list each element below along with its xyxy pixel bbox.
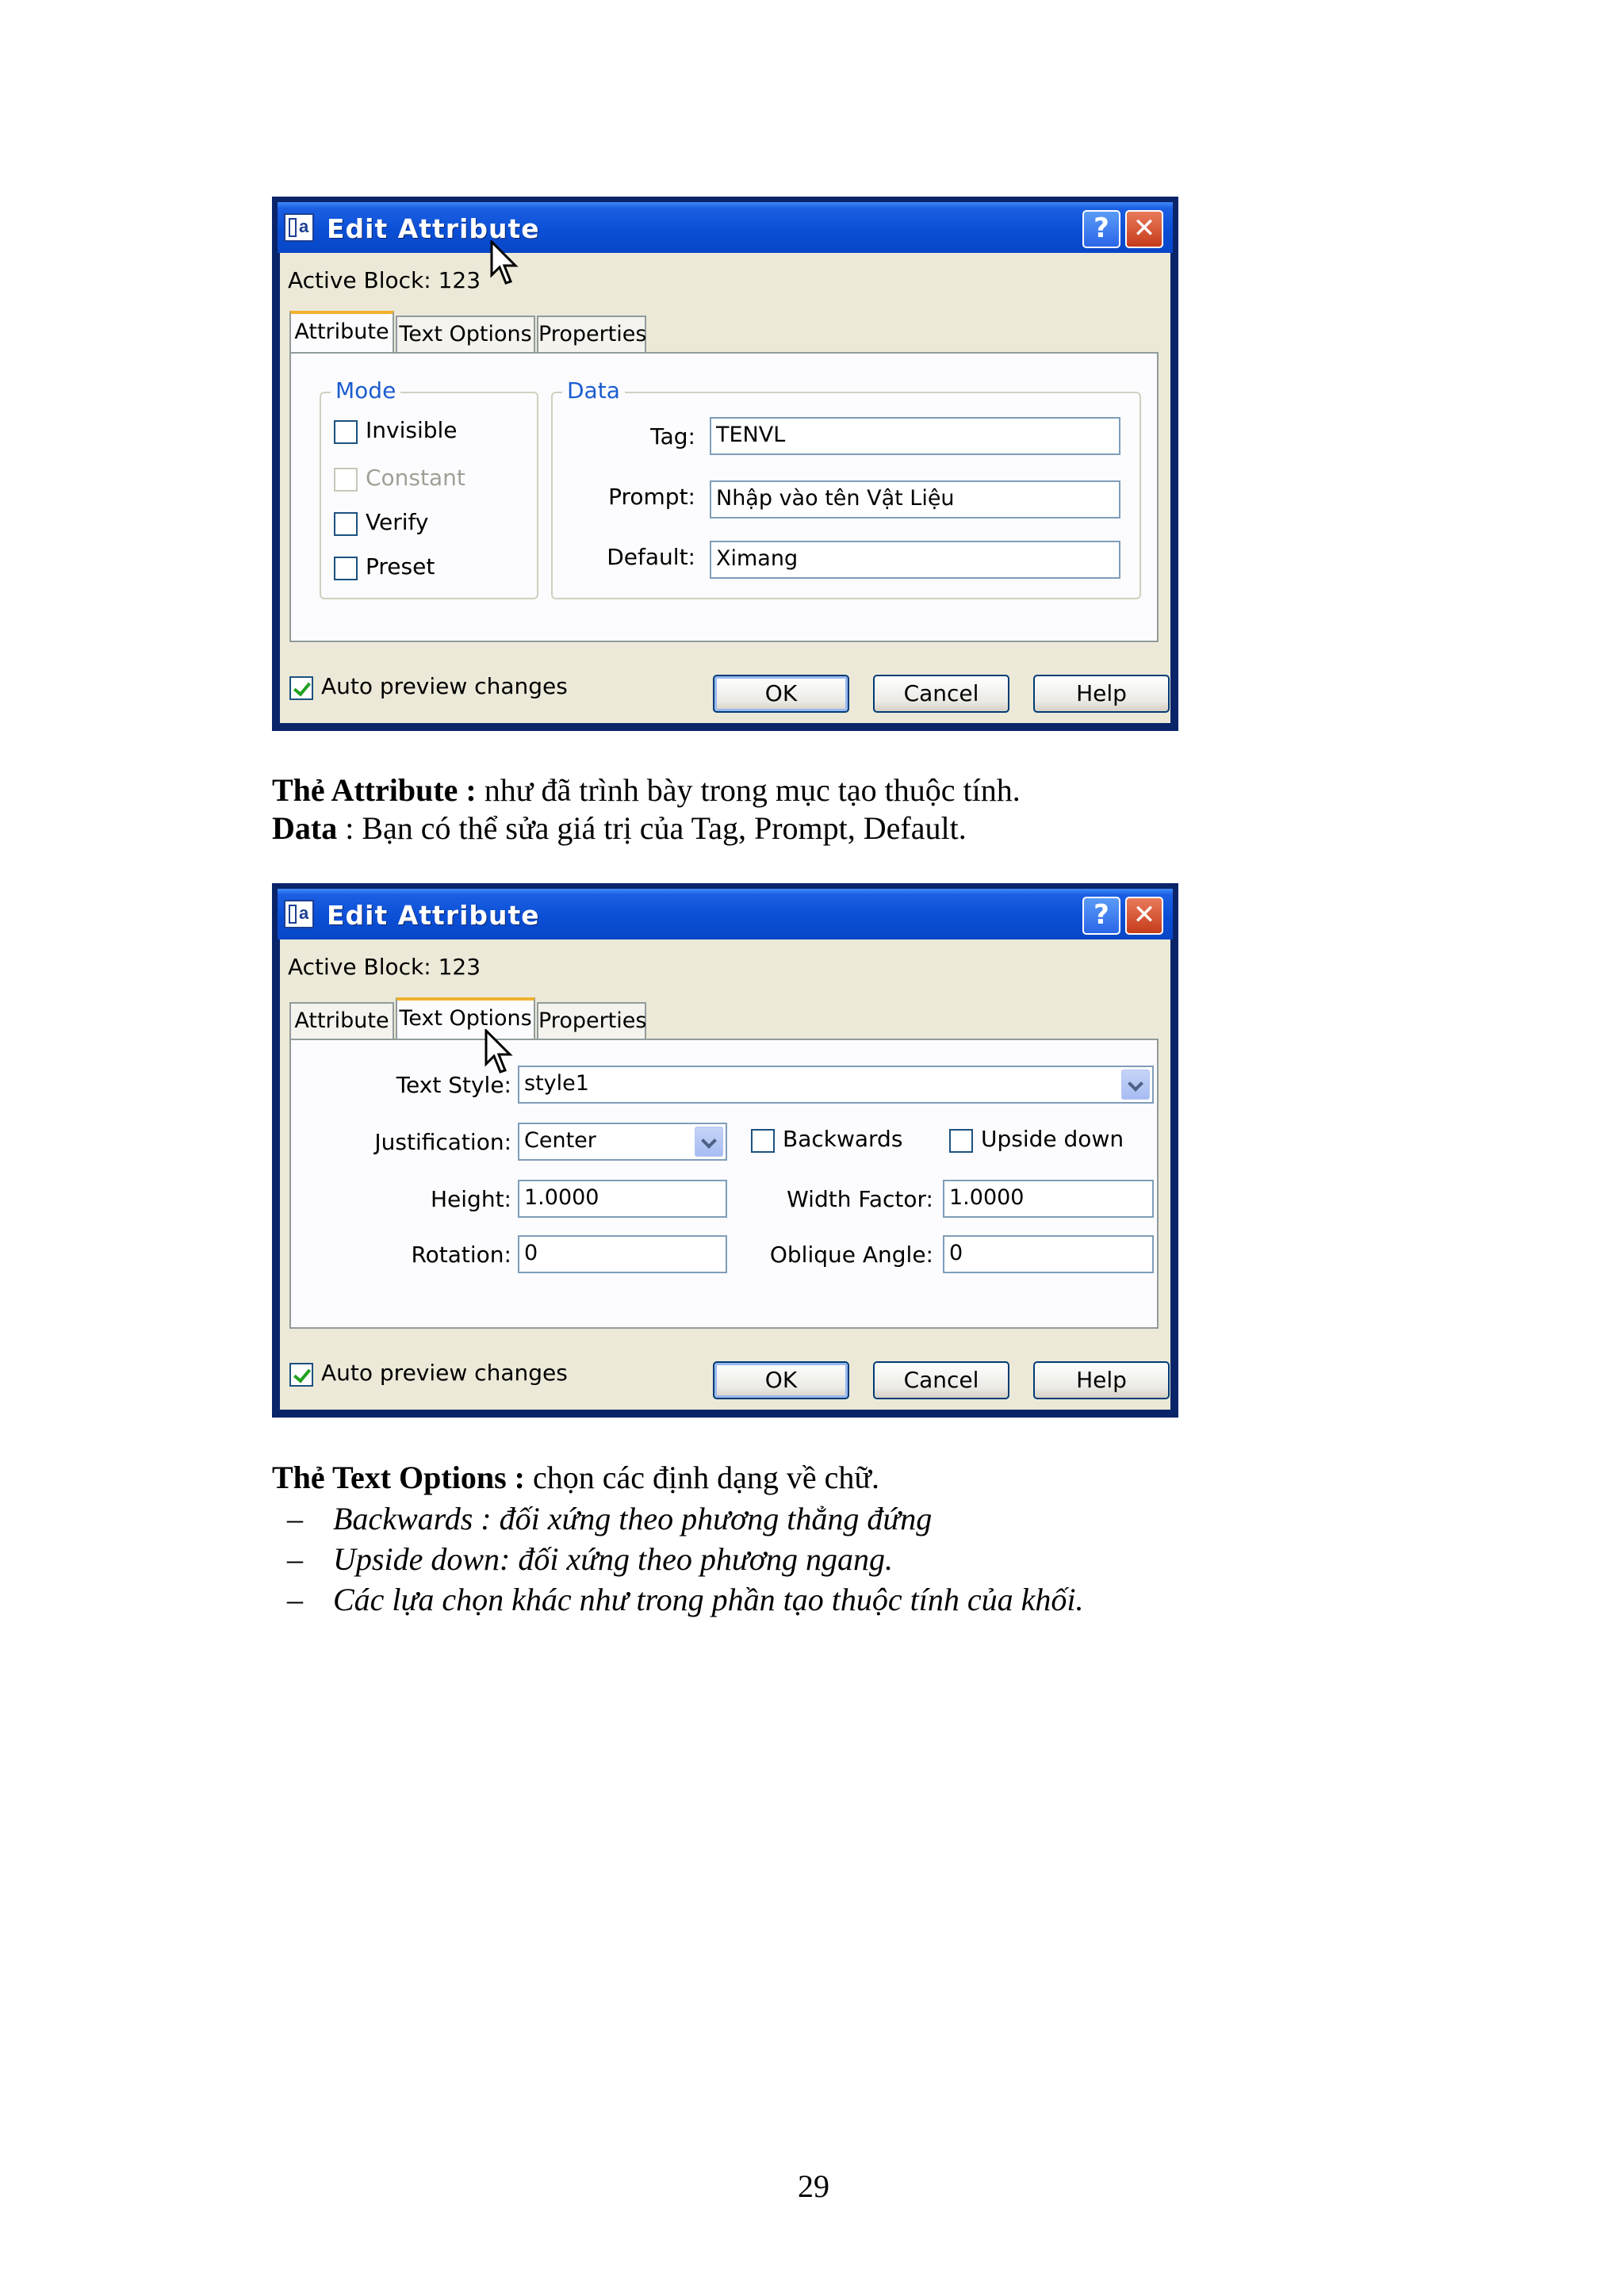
preset-checkbox[interactable] — [334, 557, 358, 580]
tag-input[interactable]: TENVL — [710, 417, 1120, 455]
edit-attribute-dialog-text-options-tab — [272, 883, 1178, 1418]
dialog-client — [280, 253, 1170, 723]
mode-group — [320, 377, 538, 599]
upside-down-checkbox[interactable] — [949, 1129, 973, 1153]
invisible-label: Invisible — [366, 417, 458, 443]
height-input[interactable]: 1.0000 — [518, 1180, 727, 1218]
tab-properties[interactable]: Properties — [537, 1002, 646, 1040]
tab-attribute[interactable]: Attribute — [289, 1002, 394, 1040]
rotation-label: Rotation: — [411, 1242, 511, 1268]
caption-data-text: : Bạn có thể sửa giá trị của Tag, Prompt, Default. — [337, 810, 967, 846]
rotation-input[interactable]: 0 — [518, 1235, 727, 1273]
caption-attribute-text: như đã trình bày trong mục tạo thuộc tính. — [476, 772, 1021, 808]
verify-label: Verify — [366, 509, 429, 535]
height-label: Height: — [431, 1186, 511, 1212]
text-style-select[interactable] — [518, 1066, 1154, 1104]
constant-label: Constant — [366, 465, 465, 491]
ok-button[interactable]: OK — [713, 675, 849, 713]
auto-preview-checkbox[interactable] — [289, 1363, 313, 1387]
attribute-app-icon — [284, 900, 314, 928]
justification-select[interactable] — [518, 1123, 727, 1161]
invisible-checkbox[interactable] — [334, 420, 358, 444]
active-block-label: Active Block: 123 — [288, 267, 481, 293]
title-bar[interactable] — [278, 202, 1173, 253]
caption-text-options-bold: Thẻ Text Options : — [272, 1460, 525, 1495]
tab-panel — [289, 352, 1159, 642]
bullet-other-options: Các lựa chọn khác như trong phần tạo thuộc tính của khối. — [333, 1582, 1084, 1617]
bullet-dash: – — [287, 1541, 303, 1577]
bullet-dash: – — [287, 1582, 303, 1617]
justification-value: Center — [524, 1128, 596, 1153]
constant-checkbox — [334, 468, 358, 492]
backwards-label: Backwards — [783, 1126, 903, 1152]
tab-text-options[interactable]: Text Options — [396, 316, 535, 354]
page-number: 29 — [798, 2168, 829, 2204]
default-input[interactable]: Ximang — [710, 541, 1120, 579]
active-block-label: Active Block: 123 — [288, 954, 481, 980]
mode-group-title: Mode — [331, 377, 400, 404]
text-style-label: Text Style: — [396, 1072, 511, 1098]
tab-panel — [289, 1039, 1159, 1329]
auto-preview-label: Auto preview changes — [321, 673, 568, 699]
help-title-button[interactable]: ? — [1082, 897, 1120, 935]
oblique-angle-input[interactable]: 0 — [943, 1235, 1154, 1273]
prompt-input[interactable]: Nhập vào tên Vật Liệu — [710, 480, 1120, 519]
caption-text-options-line — [272, 1459, 879, 1496]
help-button[interactable]: Help — [1033, 675, 1170, 713]
upside-down-label: Upside down — [981, 1126, 1124, 1152]
tab-text-options[interactable]: Text Options — [396, 997, 535, 1040]
tab-attribute[interactable]: Attribute — [289, 311, 394, 354]
tab-properties[interactable]: Properties — [537, 316, 646, 354]
mouse-pointer-icon — [485, 1029, 516, 1077]
help-button[interactable]: Help — [1033, 1361, 1170, 1399]
auto-preview-checkbox[interactable] — [289, 676, 313, 700]
justification-label: Justification: — [374, 1129, 511, 1155]
width-factor-label: Width Factor: — [787, 1186, 933, 1212]
tag-label: Tag: — [650, 423, 695, 450]
caption-attribute-bold: Thẻ Attribute : — [272, 772, 477, 808]
verify-checkbox[interactable] — [334, 512, 358, 536]
edit-attribute-dialog-attribute-tab — [272, 197, 1178, 731]
attribute-app-icon — [284, 213, 314, 242]
width-factor-input[interactable]: 1.0000 — [943, 1180, 1154, 1218]
help-title-button[interactable]: ? — [1082, 210, 1120, 248]
default-label: Default: — [607, 544, 695, 570]
data-group-title: Data — [562, 377, 625, 404]
dialog-client — [280, 939, 1170, 1410]
caption-text-options-text: chọn các định dạng về chữ. — [524, 1460, 880, 1495]
ok-button[interactable]: OK — [713, 1361, 849, 1399]
data-group — [551, 377, 1141, 599]
dialog-title: Edit Attribute — [327, 900, 540, 931]
prompt-label: Prompt: — [608, 484, 695, 510]
chevron-down-icon[interactable] — [1121, 1070, 1150, 1100]
backwards-checkbox[interactable] — [751, 1129, 775, 1153]
title-bar[interactable] — [278, 889, 1173, 939]
close-button[interactable]: ✕ — [1125, 210, 1163, 248]
bullet-dash: – — [287, 1501, 303, 1536]
dialog-title: Edit Attribute — [327, 213, 540, 244]
cancel-button[interactable]: Cancel — [873, 675, 1009, 713]
auto-preview-label: Auto preview changes — [321, 1360, 568, 1386]
bullet-upside-down: Upside down: đối xứng theo phương ngang. — [333, 1541, 894, 1577]
bullet-backwards: Backwards : đối xứng theo phương thẳng đứng — [333, 1501, 933, 1536]
text-style-value: style1 — [524, 1071, 589, 1096]
preset-label: Preset — [366, 553, 435, 580]
oblique-angle-label: Oblique Angle: — [769, 1242, 933, 1268]
caption-data-line — [272, 809, 967, 847]
mouse-pointer-icon — [490, 240, 522, 288]
chevron-down-icon[interactable] — [695, 1127, 723, 1157]
caption-attribute-line — [272, 771, 1021, 809]
close-button[interactable]: ✕ — [1125, 897, 1163, 935]
caption-data-bold: Data — [272, 810, 338, 846]
cancel-button[interactable]: Cancel — [873, 1361, 1009, 1399]
